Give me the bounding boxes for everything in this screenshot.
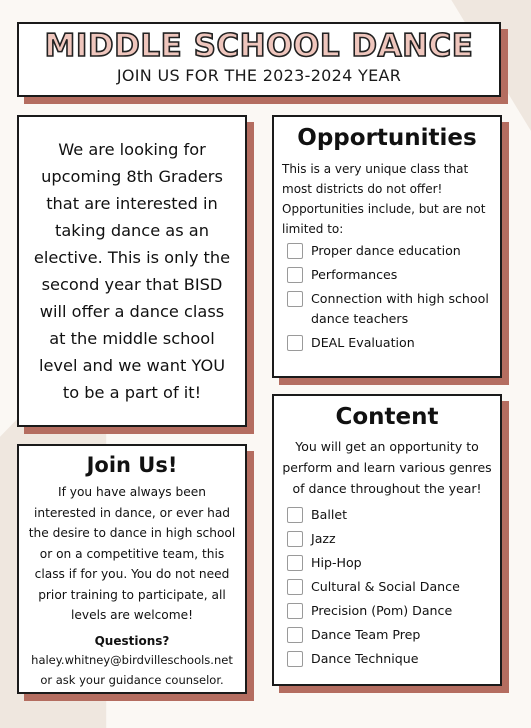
checkbox[interactable] <box>287 243 303 259</box>
content-item <box>282 649 492 669</box>
checkbox[interactable] <box>287 335 303 351</box>
content-card <box>272 394 502 686</box>
opportunity-item <box>282 241 492 261</box>
join-card <box>17 444 247 694</box>
intro-card <box>17 115 247 427</box>
checkbox[interactable] <box>287 651 303 667</box>
contact-email[interactable]: haley.whitney@birdvilleschools.net <box>31 652 233 667</box>
checkbox[interactable] <box>287 267 303 283</box>
opportunity-item <box>282 333 492 353</box>
checkbox[interactable] <box>287 603 303 619</box>
checkbox[interactable] <box>287 579 303 595</box>
content-label: Cultural & Social Dance <box>311 579 460 594</box>
opportunity-label: Connection with high school dance teachers <box>311 291 489 326</box>
checkbox[interactable] <box>287 507 303 523</box>
opportunity-item <box>282 289 492 329</box>
content-item <box>282 577 492 597</box>
content-heading: Content <box>335 404 439 430</box>
alt-contact: or ask your guidance counselor. <box>40 672 224 687</box>
opportunity-label: Proper dance education <box>311 243 461 258</box>
content-label: Dance Technique <box>311 651 419 666</box>
content-item <box>282 601 492 621</box>
join-body: If you have always been interested in dance, or ever had the desire to dance in high school or on a competitive team, this class if for you. You do not need prior training to participate, all levels are welcome! <box>28 485 236 622</box>
opportunity-label: Performances <box>311 267 398 282</box>
checkbox[interactable] <box>287 627 303 643</box>
content-item <box>282 529 492 549</box>
content-description: You will get an opportunity to perform and learn various genres of dance throughout the year! <box>282 439 492 496</box>
content-label: Dance Team Prep <box>311 627 421 642</box>
content-item <box>282 553 492 573</box>
join-heading: Join Us! <box>86 453 178 477</box>
content-label: Precision (Pom) Dance <box>311 603 453 618</box>
opportunities-description: This is a very unique class that most districts do not offer! Opportunities include, but are not limited to: <box>282 162 486 236</box>
opportunities-card <box>272 115 502 378</box>
questions-label: Questions? <box>94 633 170 648</box>
content-item <box>282 625 492 645</box>
opportunity-item <box>282 265 492 285</box>
checkbox[interactable] <box>287 531 303 547</box>
content-label: Hip-Hop <box>311 555 362 570</box>
intro-text: We are looking for upcoming 8th Graders that are interested in taking dance as an elective. This is only the second year that BISD will offer a dance class at the middle school level and we want YOU to be a part of it! <box>33 140 231 402</box>
page-title: MIDDLE SCHOOL DANCE <box>44 28 474 64</box>
checkbox[interactable] <box>287 555 303 571</box>
title-banner <box>17 22 501 97</box>
content-label: Jazz <box>311 531 336 546</box>
page-subtitle: JOIN US FOR THE 2023-2024 YEAR <box>116 66 402 85</box>
opportunity-label: DEAL Evaluation <box>311 335 415 350</box>
checkbox[interactable] <box>287 291 303 307</box>
content-label: Ballet <box>311 507 348 522</box>
opportunities-heading: Opportunities <box>297 125 477 151</box>
content-item <box>282 505 492 525</box>
